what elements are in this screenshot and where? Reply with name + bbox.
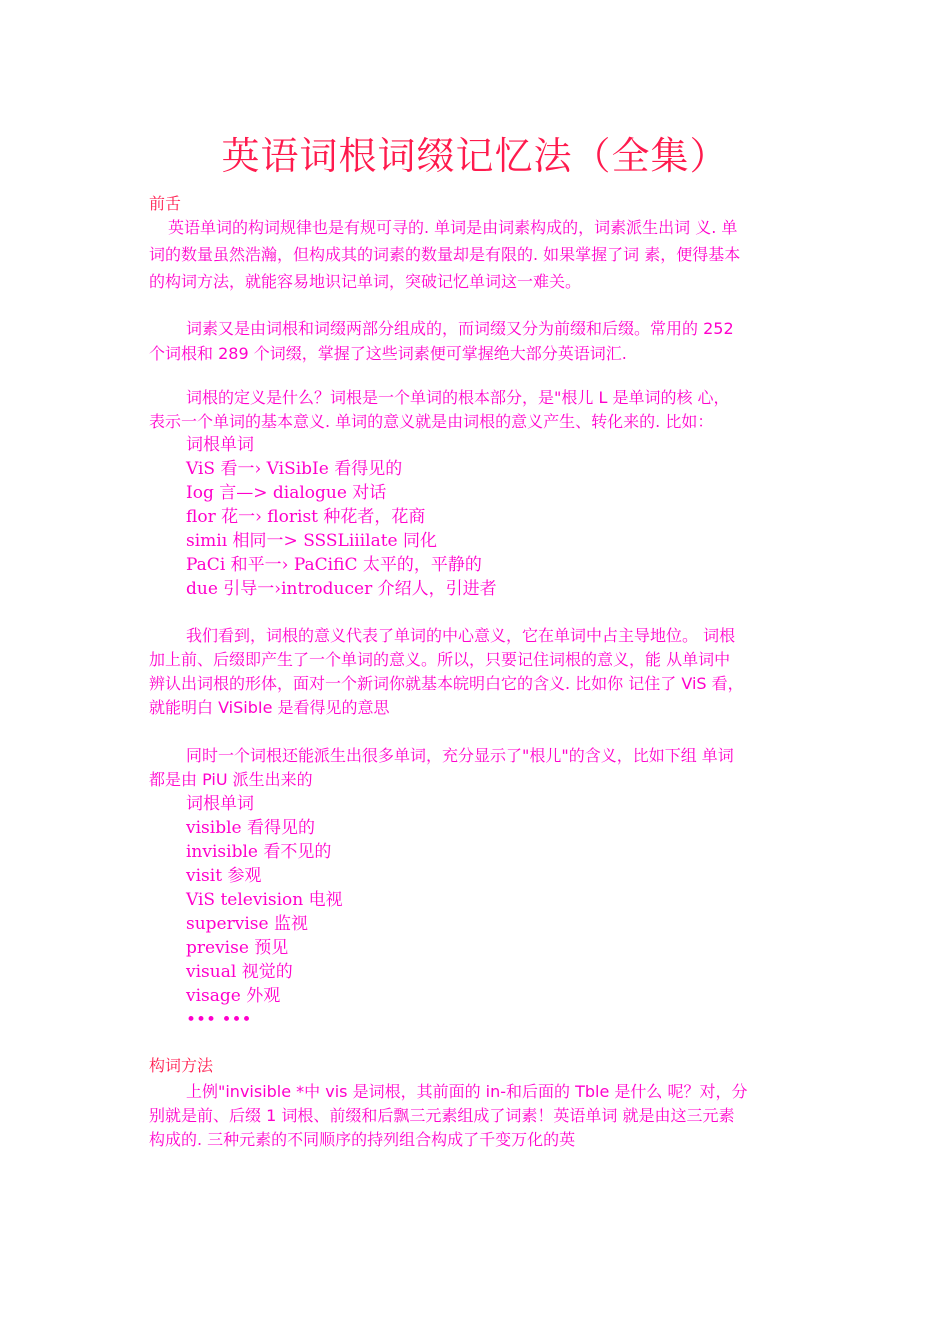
paragraph-3-line: 词根的定义是什么？词根是一个单词的根本部分，是"根儿 L 是单词的核 心， <box>186 388 730 407</box>
paragraph-3-line: 表示一个单词的基本意义. 单词的意义就是由词根的意义产生、转化来的. 比如： <box>149 412 714 431</box>
list-item: previse 预见 <box>186 938 289 958</box>
list-item: due 引导一›introducer 介绍人，引进者 <box>186 579 497 599</box>
list-item: 词根单词 <box>186 794 254 814</box>
paragraph-4-line: 我们看到，词根的意义代表了单词的中心意义，它在单词中占主导地位。 词根 <box>186 626 736 645</box>
list-item: visual 视觉的 <box>186 962 293 982</box>
list-item: invisible 看不见的 <box>186 842 332 862</box>
root-example-list <box>186 433 497 601</box>
paragraph-6-line: 别就是前、后缀 1 词根、前缀和后飘三元素组成了词素！英语单词 就是由这三元素 <box>149 1106 735 1125</box>
paragraph-2-line: 个词根和 289 个词缀，掌握了这些词素便可掌握绝大部分英语词汇. <box>149 344 627 363</box>
paragraph-1-line: 英语单词的构词规律也是有规可寻的. 单词是由词素构成的，词素派生出词 义. 单 <box>168 218 738 237</box>
paragraph-4-line: 就能明白 ViSibIe 是看得见的意思 <box>149 698 390 717</box>
preface-heading: 前舌 <box>149 194 182 213</box>
paragraph-1-line: 的构词方法，就能容易地识记单词，突破记忆单词这一难关。 <box>149 272 582 291</box>
list-item: 词根单词 <box>186 435 254 455</box>
list-item: ViS 看一› ViSibIe 看得见的 <box>186 459 403 479</box>
paragraph-5-line: 都是由 PiU 派生出来的 <box>149 770 313 789</box>
paragraph-6-line: 构成的. 三种元素的不同顺序的持列组合构成了千变万化的英 <box>149 1130 576 1149</box>
list-item: visible 看得见的 <box>186 818 315 838</box>
paragraph-1-line: 词的数量虽然浩瀚，但构成其的词素的数量却是有限的. 如果掌握了词 素，便得基本 <box>149 245 741 264</box>
paragraph-6-line: 上例"invisible *中 vis 是词根，其前面的 in-和后面的 Tble 是什么 呢？对，分 <box>186 1082 748 1101</box>
derived-word-list <box>186 792 343 1032</box>
list-item: visit 参观 <box>186 866 262 886</box>
method-heading: 构词方法 <box>149 1056 214 1075</box>
list-item: flor 花一› florist 种花者，花商 <box>186 507 426 527</box>
paragraph-4-line: 加上前、后缀即产生了一个单词的意义。所以，只要记住词根的意义，能 从单词中 <box>149 650 731 669</box>
list-item: PaCi 和平一› PaCifiC 太平的，平静的 <box>186 555 482 575</box>
paragraph-5-line: 同时一个词根还能派生出很多单词，充分显示了"根儿"的含义，比如下组 单词 <box>186 746 734 765</box>
list-item: simiı 相同一> SSSLiiilate 同化 <box>186 531 438 551</box>
paragraph-2-line: 词素又是由词根和词缀两部分组成的，而词缀又分为前缀和后缀。常用的 252 <box>186 319 734 338</box>
list-item: ••• ••• <box>186 1010 252 1030</box>
list-item: Iog 言—> dialogue 对话 <box>186 483 387 503</box>
paragraph-4-line: 辨认出词根的形体，面对一个新词你就基本皖明白它的含义. 比如你 记住了 ViS 看， <box>149 674 744 693</box>
list-item: supervise 监视 <box>186 914 308 934</box>
page-title: 英语词根词缀记忆法（全集） <box>221 134 729 178</box>
list-item: ViS television 电视 <box>186 890 343 910</box>
list-item: visage 外观 <box>186 986 281 1006</box>
